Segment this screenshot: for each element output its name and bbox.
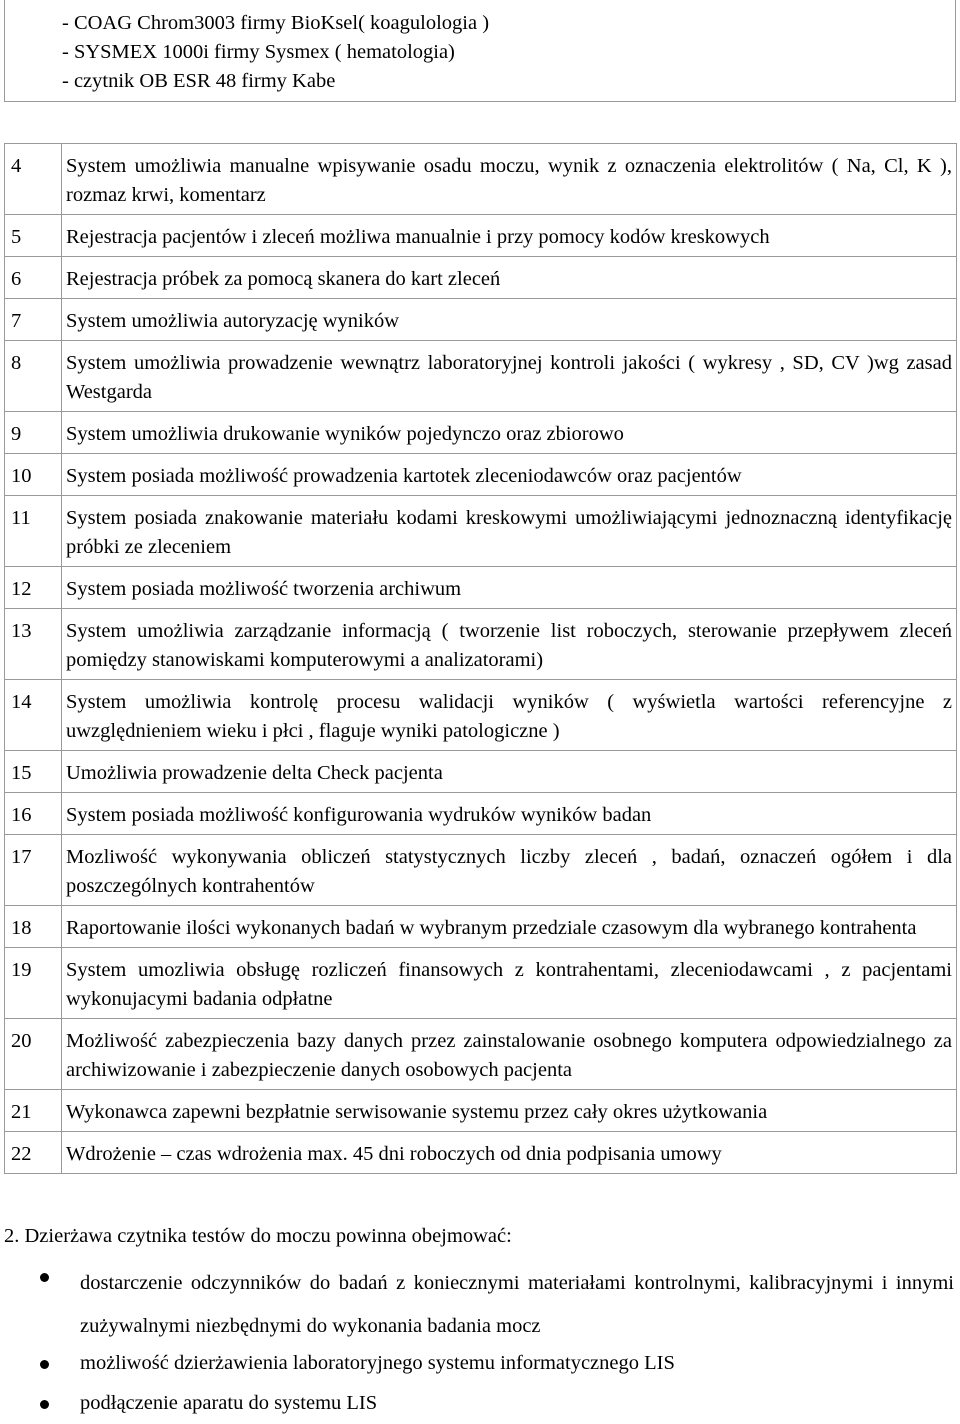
row-text: System umozliwia obsługę rozliczeń finansowych z kontrahentami, zleceniodawcami , z pacjentami wykonujacymi badania odpłatne: [62, 948, 957, 1019]
table-row: [5, 793, 957, 835]
list-item-text: dostarczenie odczynników do badań z koniecznymi materiałami kontrolnymi, kalibracyjnymi i innymi zużywalnymi niezbędnymi do wykonania badania mocz: [80, 1272, 954, 1337]
row-number: 14: [5, 680, 62, 751]
row-number: 21: [5, 1090, 62, 1132]
list-item: [0, 1262, 956, 1348]
analyzer-item: - SYSMEX 1000i firmy Sysmex ( hematologia): [62, 41, 455, 63]
row-text: System posiada możliwość konfigurowania wydruków wyników badan: [62, 793, 957, 835]
bullet-icon: [40, 1360, 49, 1369]
row-number: 12: [5, 567, 62, 609]
table-row: [5, 1090, 957, 1132]
analyzer-item: - czytnik OB ESR 48 firmy Kabe: [62, 70, 336, 92]
row-text: Mozliwość wykonywania obliczeń statystycznych liczby zleceń , badań, oznaczeń ogółem i dla poszczególnych kontrahentów: [62, 835, 957, 906]
table-row: [5, 1132, 957, 1174]
row-text: System posiada możliwość tworzenia archiwum: [62, 567, 957, 609]
row-text: System umożliwia kontrolę procesu walidacji wyników ( wyświetla wartości referencyjne z uwzględnieniem wieku i płci , flaguje wyniki patologiczne ): [62, 680, 957, 751]
analyzer-list-box: [4, 0, 956, 102]
table-row: [5, 299, 957, 341]
row-number: 8: [5, 341, 62, 412]
table-row: [5, 948, 957, 1019]
table-row: [5, 1019, 957, 1090]
row-number: 4: [5, 144, 62, 215]
row-text: Rejestracja pacjentów i zleceń możliwa manualnie i przy pomocy kodów kreskowych: [62, 215, 957, 257]
row-text: Umożliwia prowadzenie delta Check pacjenta: [62, 751, 957, 793]
table-row: [5, 496, 957, 567]
row-text: System umożliwia manualne wpisywanie osadu moczu, wynik z oznaczenia elektrolitów ( Na, Cl, K ), rozmaz krwi, komentarz: [62, 144, 957, 215]
bullet-icon: [40, 1400, 49, 1409]
list-item-text: możliwość dzierżawienia laboratoryjnego systemu informatycznego LIS: [80, 1352, 675, 1374]
table-row: [5, 257, 957, 299]
row-text: Wdrożenie – czas wdrożenia max. 45 dni roboczych od dnia podpisania umowy: [62, 1132, 957, 1174]
table-row: [5, 412, 957, 454]
table-row: [5, 906, 957, 948]
row-text: Wykonawca zapewni bezpłatnie serwisowanie systemu przez cały okres użytkowania: [62, 1090, 957, 1132]
row-number: 18: [5, 906, 62, 948]
row-number: 15: [5, 751, 62, 793]
list-item: [0, 1389, 956, 1418]
row-text: System umożliwia zarządzanie informacją ( tworzenie list roboczych, sterowanie przepływem zleceń pomiędzy stanowiskami komputerowymi a analizatorami): [62, 609, 957, 680]
row-number: 6: [5, 257, 62, 299]
analyzer-item: - COAG Chrom3003 firmy BioKsel( koagulologia ): [62, 12, 490, 34]
table-row: [5, 341, 957, 412]
row-number: 13: [5, 609, 62, 680]
table-row: [5, 215, 957, 257]
bullet-icon: [40, 1273, 49, 1282]
row-text: System umożliwia prowadzenie wewnątrz laboratoryjnej kontroli jakości ( wykresy , SD, CV )wg zasad Westgarda: [62, 341, 957, 412]
row-number: 9: [5, 412, 62, 454]
row-text: System posiada możliwość prowadzenia kartotek zleceniodawców oraz pacjentów: [62, 454, 957, 496]
table-row: [5, 144, 957, 215]
row-text: Raportowanie ilości wykonanych badań w wybranym przedziale czasowym dla wybranego kontrahenta: [62, 906, 957, 948]
row-text: System umożliwia autoryzację wyników: [62, 299, 957, 341]
list-item-text: podłączenie aparatu do systemu LIS: [80, 1392, 378, 1414]
table-row: [5, 751, 957, 793]
row-number: 5: [5, 215, 62, 257]
requirements-table: [4, 143, 957, 1174]
table-row: [5, 454, 957, 496]
table-row: [5, 680, 957, 751]
table-row: [5, 609, 957, 680]
table-row: [5, 835, 957, 906]
row-number: 11: [5, 496, 62, 567]
row-number: 16: [5, 793, 62, 835]
row-text: System umożliwia drukowanie wyników pojedynczo oraz zbiorowo: [62, 412, 957, 454]
table-row: [5, 567, 957, 609]
row-number: 7: [5, 299, 62, 341]
row-number: 19: [5, 948, 62, 1019]
row-number: 10: [5, 454, 62, 496]
row-number: 20: [5, 1019, 62, 1090]
list-item: [0, 1349, 956, 1378]
row-number: 22: [5, 1132, 62, 1174]
row-text: Możliwość zabezpieczenia bazy danych przez zainstalowanie osobnego komputera odpowiedzialnego za archiwizowanie i zabezpieczenie danych osobowych pacjenta: [62, 1019, 957, 1090]
row-number: 17: [5, 835, 62, 906]
row-text: System posiada znakowanie materiału kodami kreskowymi umożliwiającymi jednoznaczną identyfikację próbki ze zleceniem: [62, 496, 957, 567]
bullet-list: [0, 1262, 956, 1418]
section-heading: 2. Dzierżawa czytnika testów do moczu powinna obejmować:: [4, 1225, 512, 1247]
row-text: Rejestracja próbek za pomocą skanera do kart zleceń: [62, 257, 957, 299]
